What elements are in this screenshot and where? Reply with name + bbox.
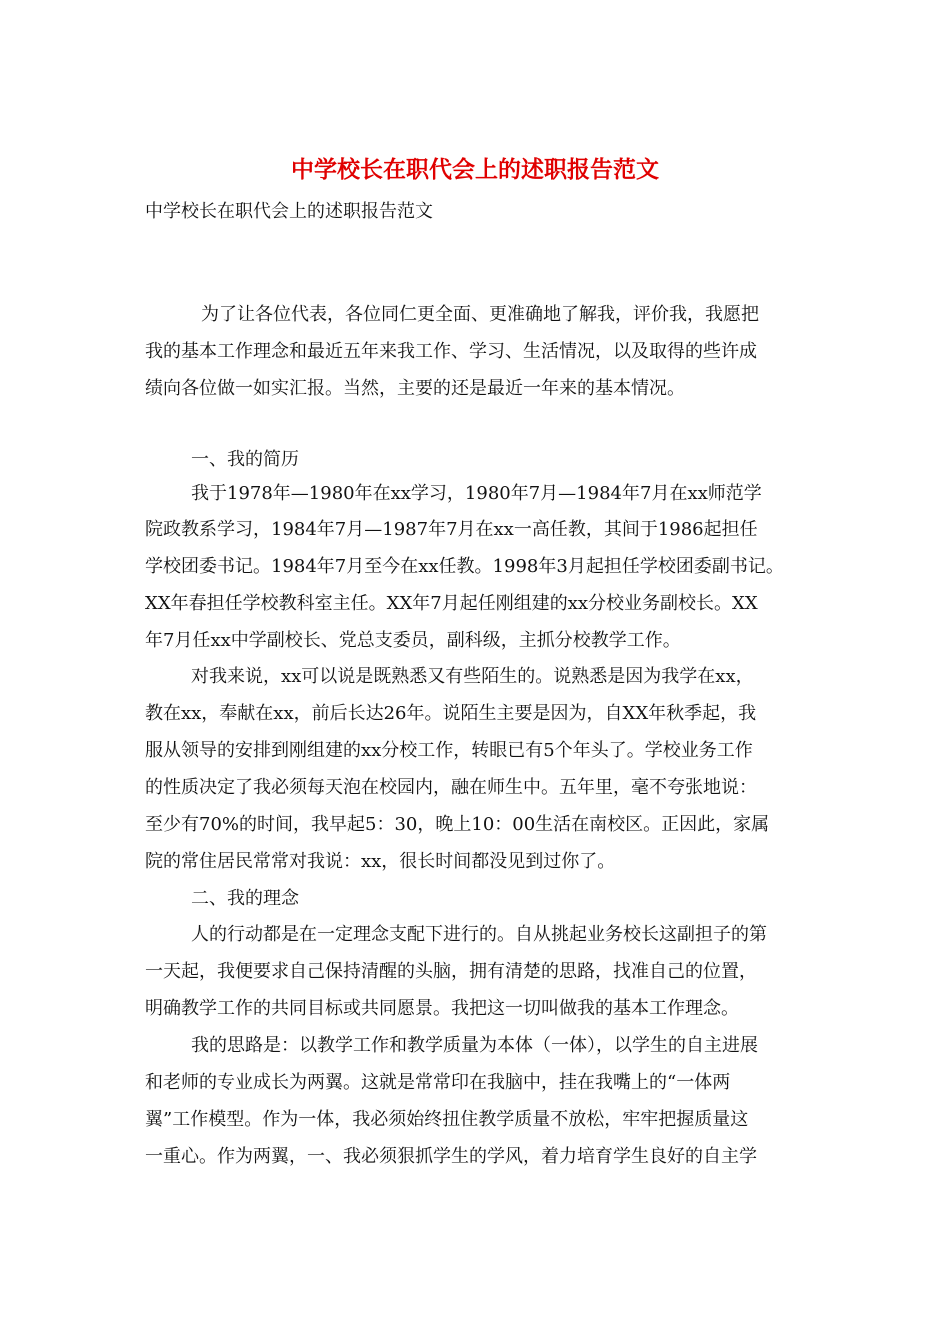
paragraph-line: 翼”工作模型。作为一体，我必须始终扭住教学质量不放松，牢牢把握质量这 <box>145 1109 749 1130</box>
paragraph-line: 一天起，我便要求自己保持清醒的头脑，拥有清楚的思路，找准自己的位置， <box>145 961 757 982</box>
paragraph-line: 绩向各位做一如实汇报。当然，主要的还是最近一年来的基本情况。 <box>145 378 685 399</box>
paragraph-line: 至少有70%的时间，我早起5：30，晚上10：00生活在南校区。正因此，家属 <box>145 814 770 835</box>
document-title: 中学校长在职代会上的述职报告范文 <box>291 156 659 183</box>
paragraph-line: 服从领导的安排到刚组建的xx分校工作，转眼已有5个年头了。学校业务工作 <box>145 740 753 761</box>
section-heading: 二、我的理念 <box>191 888 299 909</box>
paragraph-line: 的性质决定了我必须每天泡在校园内，融在师生中。五年里，毫不夸张地说： <box>145 777 757 798</box>
paragraph-line: 为了让各位代表，各位同仁更全面、更准确地了解我，评价我，我愿把 <box>201 304 759 325</box>
paragraph-line: 院的常住居民常常对我说：xx，很长时间都没见到过你了。 <box>145 851 616 872</box>
paragraph-line: 年7月任xx中学副校长、党总支委员，副科级，主抓分校教学工作。 <box>145 630 681 651</box>
paragraph-line: 我的思路是：以教学工作和教学质量为本体（一体），以学生的自主进展 <box>191 1035 758 1056</box>
paragraph-line: 我于1978年—1980年在xx学习，1980年7月—1984年7月在xx师范学 <box>191 483 762 504</box>
paragraph-line: 明确教学工作的共同目标或共同愿景。我把这一切叫做我的基本工作理念。 <box>145 998 739 1019</box>
paragraph-line: 学校团委书记。1984年7月至今在xx任教。1998年3月起担任学校团委副书记。 <box>145 556 784 577</box>
paragraph-line: 教在xx，奉献在xx，前后长达26年。说陌生主要是因为，自XX年秋季起，我 <box>145 703 757 724</box>
paragraph-line: 和老师的专业成长为两翼。这就是常常印在我脑中，挂在我嘴上的“一体两 <box>145 1072 731 1093</box>
paragraph-line: 院政教系学习，1984年7月—1987年7月在xx一高任教，其间于1986起担任 <box>145 519 758 540</box>
paragraph-line: 人的行动都是在一定理念支配下进行的。自从挑起业务校长这副担子的第 <box>191 924 767 945</box>
paragraph-line: 一重心。作为两翼，一、我必须狠抓学生的学风，着力培育学生良好的自主学 <box>145 1146 757 1167</box>
paragraph-line: XX年春担任学校教科室主任。XX年7月起任刚组建的xx分校业务副校长。XX <box>145 593 758 614</box>
paragraph-line: 对我来说，xx可以说是既熟悉又有些陌生的。说熟悉是因为我学在xx， <box>191 666 754 687</box>
document-subtitle: 中学校长在职代会上的述职报告范文 <box>145 201 433 222</box>
paragraph-line: 我的基本工作理念和最近五年来我工作、学习、生活情况，以及取得的些许成 <box>145 341 757 362</box>
section-heading: 一、我的简历 <box>191 449 299 470</box>
